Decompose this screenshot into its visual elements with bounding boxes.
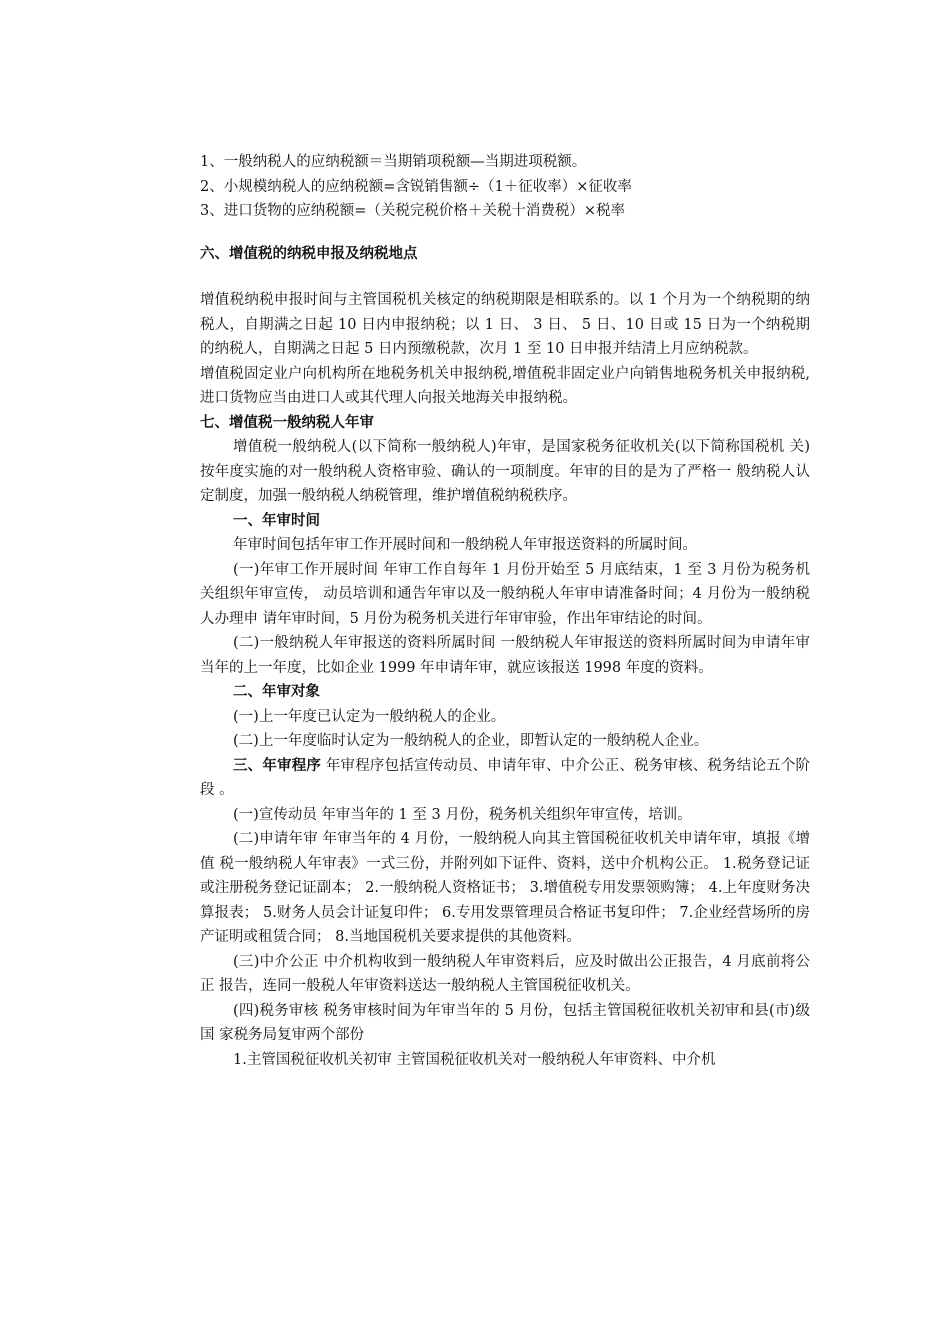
subsection-3-heading: 三、年审程序 [233, 756, 322, 774]
subsection-2-item-1: (一)上一年度已认定为一般纳税人的企业。 [233, 708, 506, 725]
subsection-2-heading: 二、年审对象 [233, 683, 320, 700]
section-7-intro: 增值税一般纳税人(以下简称一般纳税人)年审，是国家税务征收机关(以下简称国税机 关)按年度实施的对一般纳税人资格审验、确认的一项制度。年审的目的是为了严格一 般纳税人认定制度，加强一般纳税人纳税管理，维护增值税纳税秩序。 [200, 439, 810, 504]
subsection-3-step-4-1: 1.主管国税征收机关初审 主管国税征收机关对一般纳税人年审资料、中介机 [233, 1051, 716, 1068]
subsection-2-item-2: (二)上一年度临时认定为一般纳税人的企业，即暂认定的一般纳税人企业。 [233, 733, 709, 749]
subsection-1-paragraph-1: 年审时间包括年审工作开展时间和一般纳税人年审报送资料的所属时间。 [233, 537, 697, 553]
document-page [200, 150, 810, 1072]
subsection-1-heading: 一、年审时间 [233, 511, 320, 529]
subsection-1-paragraph-2: (一)年审工作开展时间 年审工作自每年 1 月份开始至 5 月底结束，1 至 3 月份为税务机关组织年审宣传， 动员培训和通告年审以及一般纳税人年审申请准备时间；4 月份为一般纳税人办理申 请年审时间，5 月份为税务机关进行年审审验，作出年审结论的时间。 [200, 561, 810, 627]
subsection-3-text: 年审程序包括宣传动员、申请年审、中介公正、税务审核、税务结论五个阶段 。 [200, 757, 810, 798]
section-6-heading: 六、增值税的纳税申报及纳税地点 [200, 244, 418, 262]
formula-line-1: 1、一般纳税人的应纳税额＝当期销项税额—当期进项税额。 [200, 154, 587, 170]
subsection-3-step-4: (四)税务审核 税务审核时间为年审当年的 5 月份，包括主管国税征收机关初审和县(市)级国 家税务局复审两个部份 [200, 1002, 810, 1043]
subsection-3-step-3: (三)中介公正 中介机构收到一般纳税人年审资料后，应及时做出公正报告，4 月底前将公正 报告，连同一般税人年审资料送达一般纳税人主管国税征收机关。 [200, 953, 810, 994]
formula-line-2: 2、小规模纳税人的应纳税额=含锐销售额÷（1＋征收率）×征收率 [200, 178, 632, 195]
subsection-1-paragraph-3: (二)一般纳税人年审报送的资料所属时间 一般纳税人年审报送的资料所属时间为申请年审当年的上一年度，比如企业 1999 年申请年审，就应该报送 1998 年度的资料。 [200, 635, 810, 676]
subsection-3-step-2: (二)申请年审 年审当年的 4 月份，一般纳税人向其主管国税征收机关申请年审，填报《增值 税一般纳税人年审表》一式三份，并附列如下证件、资料，送中介机构公正。 1.税务登记证或注册税务登记证副本； 2.一般纳税人资格证书； 3.增值税专用发票领购簿； 4.上年度财务决算报表； 5.财务人员会计证复印件； 6.专用发票管理员合格证书复印件； 7.企业经营场所的房产证明或租赁合同； 8.当地国税机关要求提供的其他资料。 [200, 831, 810, 945]
section-6-paragraph-1: 增值税纳税申报时间与主管国税机关核定的纳税期限是相联系的。以 1 个月为一个纳税期的纳税人，自期满之日起 10 日内申报纳税；以 1 日、 3 日、 5 日、10 日或 15 日为一个纳税期的纳税人，自期满之日起 5 日内预缴税款，次月 1 至 10 日申报并结清上月应纳税款。 [200, 292, 810, 357]
section-7-heading: 七、增值税一般纳税人年审 [200, 413, 374, 431]
subsection-3-paragraph [200, 754, 810, 803]
formula-line-3: 3、进口货物的应纳税额=（关税完税价格＋关税十消费税）×税率 [200, 203, 626, 219]
subsection-3-step-1: (一)宣传动员 年审当年的 1 至 3 月份，税务机关组织年审宣传，培训。 [233, 806, 692, 823]
section-6-paragraph-2: 增值税固定业户向机构所在地税务机关申报纳税,增值税非固定业户向销售地税务机关申报纳税,进口货物应当由进口人或其代理人向报关地海关申报纳税。 [200, 365, 810, 406]
